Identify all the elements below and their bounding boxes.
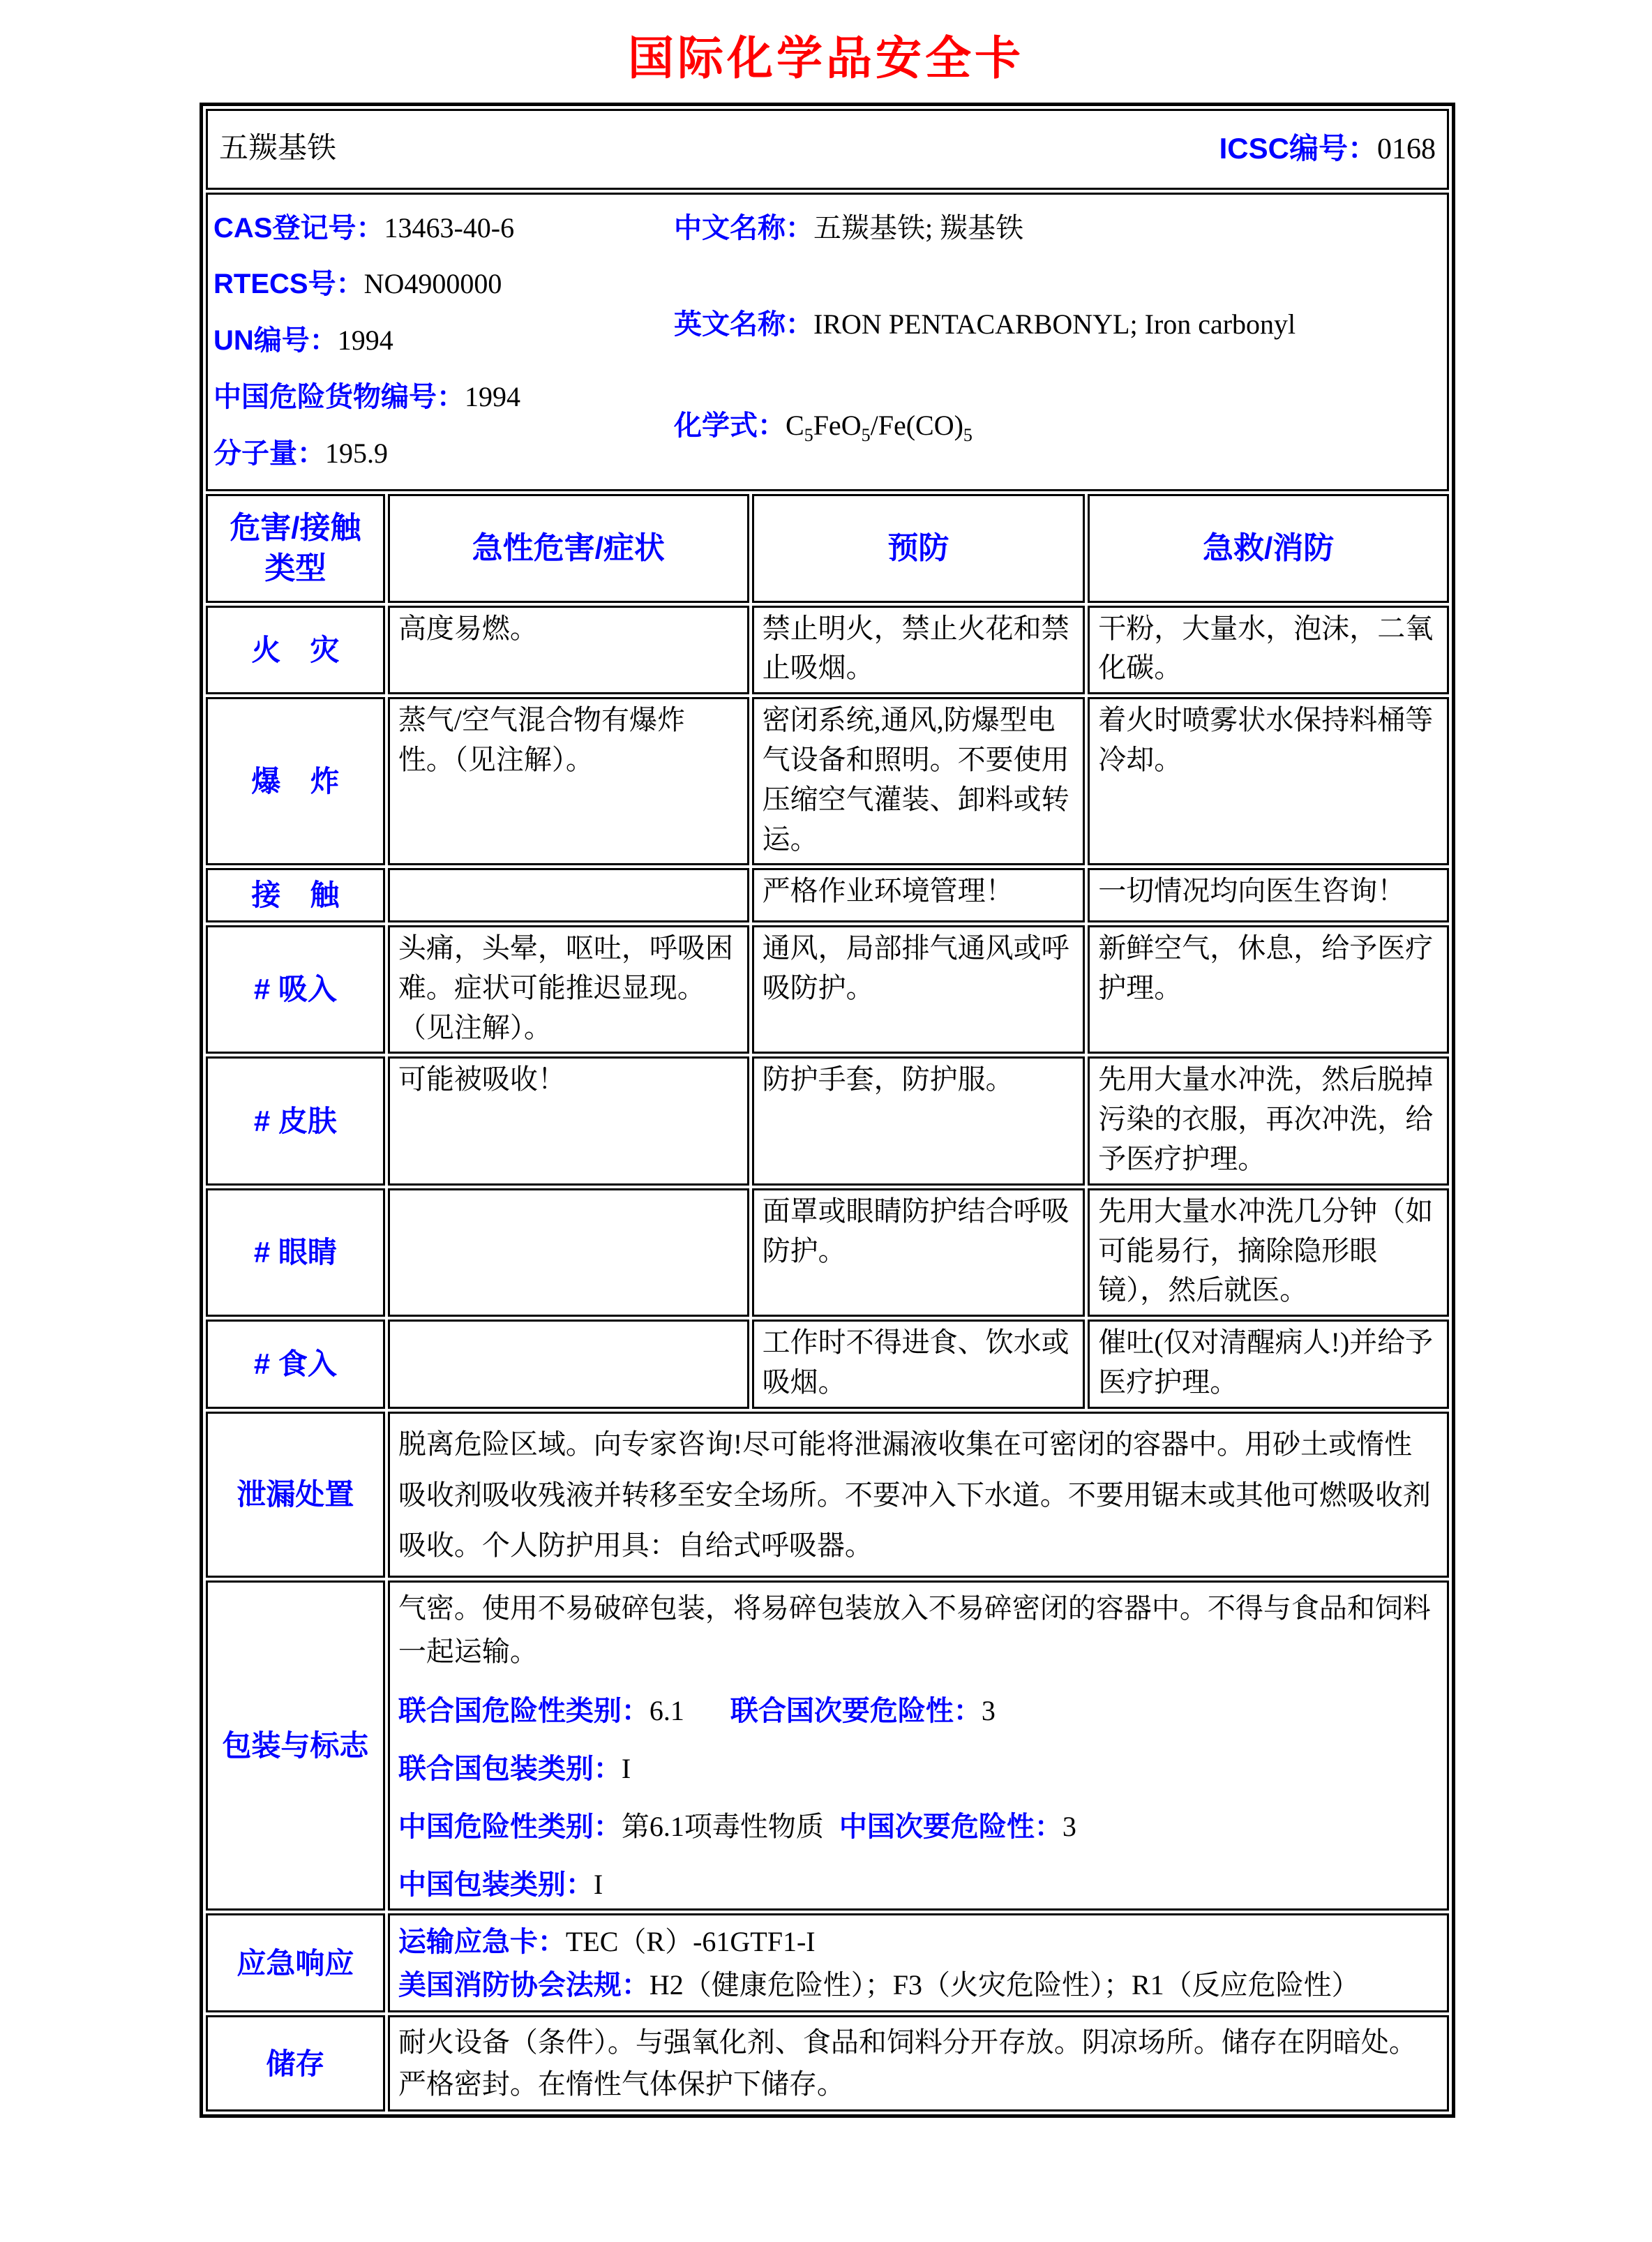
- packing-content: [388, 1580, 1449, 1911]
- row-label-emergency: 应急响应: [206, 1913, 385, 2012]
- cas-number-line: [213, 209, 674, 248]
- row-label-storage: 储存: [206, 2015, 385, 2112]
- cn-packing-group-line: [398, 1865, 1439, 1905]
- un-packing-group-label: 联合国包装类别：: [398, 1753, 622, 1784]
- spillage-text: 脱离危险区域。向专家咨询!尽可能将泄漏液收集在可密闭的容器中。用砂土或惰性吸收剂吸收残液并转移至安全场所。不要冲入下水道。不要用锯末或其他可燃吸收剂吸收。个人防护用具：自给式呼吸器。: [388, 1412, 1449, 1578]
- un-packing-group-line: [398, 1749, 1439, 1789]
- molecular-weight-line: [213, 434, 674, 474]
- un-hazard-class-line: [398, 1691, 1439, 1731]
- formula-value: $C_5FeO_5/Fe(CO)_5$: [786, 410, 973, 446]
- explosion-prevention: 密闭系统,通风,防爆型电气设备和照明。不要使用压缩空气灌装、卸料或转运。: [752, 697, 1086, 865]
- cn-subsidiary-risk-value: 3: [1062, 1810, 1076, 1842]
- identity-right-column: [674, 204, 1436, 477]
- identity-row: [206, 193, 1449, 491]
- header-hazard-type: 危害/接触 类型: [206, 494, 385, 603]
- identity-cell: [206, 193, 1449, 491]
- table-row-emergency: [206, 1913, 1449, 2012]
- explosion-firstaid: 着火时喷雾状水保持料桶等冷却。: [1088, 697, 1449, 865]
- un-subsidiary-risk-label: 联合国次要危险性：: [730, 1696, 982, 1727]
- cn-packing-group-label: 中国包装类别：: [398, 1869, 594, 1900]
- header-firstaid-firefighting: 急救/消防: [1088, 494, 1449, 603]
- eyes-prevention: 面罩或眼睛防护结合呼吸防护。: [752, 1188, 1086, 1317]
- cn-hazard-class-value: 第6.1项毒性物质: [621, 1810, 824, 1842]
- table-row-explosion: [206, 697, 1449, 865]
- table-row-eyes: [206, 1188, 1449, 1317]
- chinese-name-value: 五羰基铁; 羰基铁: [813, 211, 1024, 244]
- skin-symptoms: 可能被吸收！: [388, 1056, 749, 1185]
- table-row-fire: [206, 606, 1449, 695]
- skin-prevention: 防护手套，防护服。: [752, 1056, 1086, 1185]
- tec-card-label: 运输应急卡：: [398, 1927, 566, 1958]
- formula-line: [674, 406, 1436, 446]
- emergency-content: [388, 1913, 1449, 2012]
- nfpa-code-value: H2（健康危险性）；F3（火灾危险性）；R1（反应危险性）: [649, 1969, 1360, 2001]
- nfpa-code-line: [398, 1964, 1439, 2006]
- english-name-label: 英文名称：: [674, 309, 813, 341]
- molecular-weight-label: 分子量：: [213, 438, 325, 469]
- exposure-symptoms: [388, 868, 749, 922]
- inhalation-firstaid: 新鲜空气，休息，给予医疗护理。: [1088, 925, 1449, 1054]
- skin-firstaid: 先用大量水冲洗，然后脱掉污染的衣服，再次冲洗，给予医疗护理。: [1088, 1056, 1449, 1185]
- english-name-value: IRON PENTACARBONYL; Iron carbonyl: [813, 308, 1296, 341]
- rtecs-number-line: [213, 264, 674, 304]
- fire-prevention: 禁止明火，禁止火花和禁止吸烟。: [752, 606, 1086, 695]
- tec-card-value: TEC（R）-61GTF1-I: [565, 1926, 816, 1958]
- cn-subsidiary-risk-label: 中国次要危险性：: [839, 1811, 1062, 1842]
- storage-text: 耐火设备（条件）。与强氧化剂、食品和饲料分开存放。阴凉场所。储存在阴暗处。严格密封。在惰性气体保护下储存。: [388, 2015, 1449, 2112]
- rtecs-label: RTECS号：: [213, 269, 364, 300]
- row-label-skin: # 皮肤: [206, 1056, 385, 1185]
- un-hazard-class-value: 6.1: [649, 1695, 684, 1727]
- packing-intro: 气密。使用不易破碎包装，将易碎包装放入不易碎密闭的容器中。不得与食品和饲料一起运输。: [398, 1592, 1431, 1668]
- table-row-exposure: [206, 868, 1449, 922]
- rtecs-value: NO4900000: [363, 268, 502, 300]
- cn-packing-group-value: I: [593, 1868, 603, 1900]
- identity-left-column: [213, 204, 674, 477]
- table-row-skin: [206, 1056, 1449, 1185]
- row-label-explosion: 爆 炸: [206, 697, 385, 865]
- inhalation-symptoms: 头痛，头晕，呕吐，呼吸困难。症状可能推迟显现。（见注解）。: [388, 925, 749, 1054]
- nfpa-code-label: 美国消防协会法规：: [398, 1970, 649, 2001]
- name-row: [206, 109, 1449, 190]
- page-title: 国际化学品安全卡: [628, 32, 1024, 84]
- chinese-name-line: [674, 209, 1436, 248]
- cn-hazard-class-label: 中国危险性类别：: [398, 1811, 622, 1842]
- row-label-packing: 包装与标志: [206, 1580, 385, 1911]
- icsc-number-group: [1219, 128, 1436, 171]
- row-label-spillage: 泄漏处置: [206, 1412, 385, 1578]
- row-label-eyes: # 眼睛: [206, 1188, 385, 1317]
- exposure-firstaid: 一切情况均向医生咨询！: [1088, 868, 1449, 922]
- fire-symptoms: 高度易燃。: [388, 606, 749, 695]
- tec-card-line: [398, 1921, 1439, 1963]
- row-label-exposure: 接 触: [206, 868, 385, 922]
- row-label-fire: 火 灾: [206, 606, 385, 695]
- icsc-card-table: [200, 103, 1455, 2118]
- ingestion-symptoms: [388, 1320, 749, 1409]
- english-name-line: [674, 305, 1436, 345]
- row-label-inhalation: # 吸入: [206, 925, 385, 1054]
- explosion-symptoms: 蒸气/空气混合物有爆炸性。（见注解）。: [388, 697, 749, 865]
- china-dg-value: 1994: [465, 381, 520, 413]
- china-dg-label: 中国危险货物编号：: [213, 382, 465, 413]
- cn-hazard-class-line: [398, 1807, 1439, 1847]
- table-row-packing: [206, 1580, 1449, 1911]
- name-cell: [206, 109, 1449, 190]
- inhalation-prevention: 通风，局部排气通风或呼吸防护。: [752, 925, 1086, 1054]
- exposure-prevention: 严格作业环境管理！: [752, 868, 1086, 922]
- header-acute-symptoms: 急性危害/症状: [388, 494, 749, 603]
- row-label-ingestion: # 食入: [206, 1320, 385, 1409]
- un-packing-group-value: I: [621, 1752, 631, 1784]
- un-subsidiary-risk-value: 3: [981, 1695, 996, 1727]
- table-row-storage: [206, 2015, 1449, 2112]
- ingestion-firstaid: 催吐(仅对清醒病人!)并给予医疗护理。: [1088, 1320, 1449, 1409]
- icsc-label: ICSC编号：: [1219, 132, 1377, 165]
- un-hazard-class-label: 联合国危险性类别：: [398, 1696, 649, 1727]
- hazard-header-row: [206, 494, 1449, 603]
- molecular-weight-value: 195.9: [325, 437, 388, 469]
- cas-label: CAS登记号：: [213, 212, 384, 244]
- fire-firstaid: 干粉，大量水，泡沫，二氧化碳。: [1088, 606, 1449, 695]
- eyes-symptoms: [388, 1188, 749, 1317]
- un-number-line: [213, 321, 674, 361]
- header-prevention: 预防: [752, 494, 1086, 603]
- cas-value: 13463-40-6: [384, 211, 515, 244]
- substance-name: 五羰基铁: [219, 133, 337, 165]
- chinese-name-label: 中文名称：: [674, 212, 813, 244]
- un-label: UN编号：: [213, 325, 338, 357]
- ingestion-prevention: 工作时不得进食、饮水或吸烟。: [752, 1320, 1086, 1409]
- china-dg-number-line: [213, 378, 674, 417]
- table-row-ingestion: [206, 1320, 1449, 1409]
- table-row-inhalation: [206, 925, 1449, 1054]
- eyes-firstaid: 先用大量水冲洗几分钟（如可能易行，摘除隐形眼镜），然后就医。: [1088, 1188, 1449, 1317]
- table-row-spillage: [206, 1412, 1449, 1578]
- icsc-number: 0168: [1377, 133, 1436, 165]
- un-value: 1994: [337, 324, 393, 357]
- formula-label: 化学式：: [674, 410, 786, 442]
